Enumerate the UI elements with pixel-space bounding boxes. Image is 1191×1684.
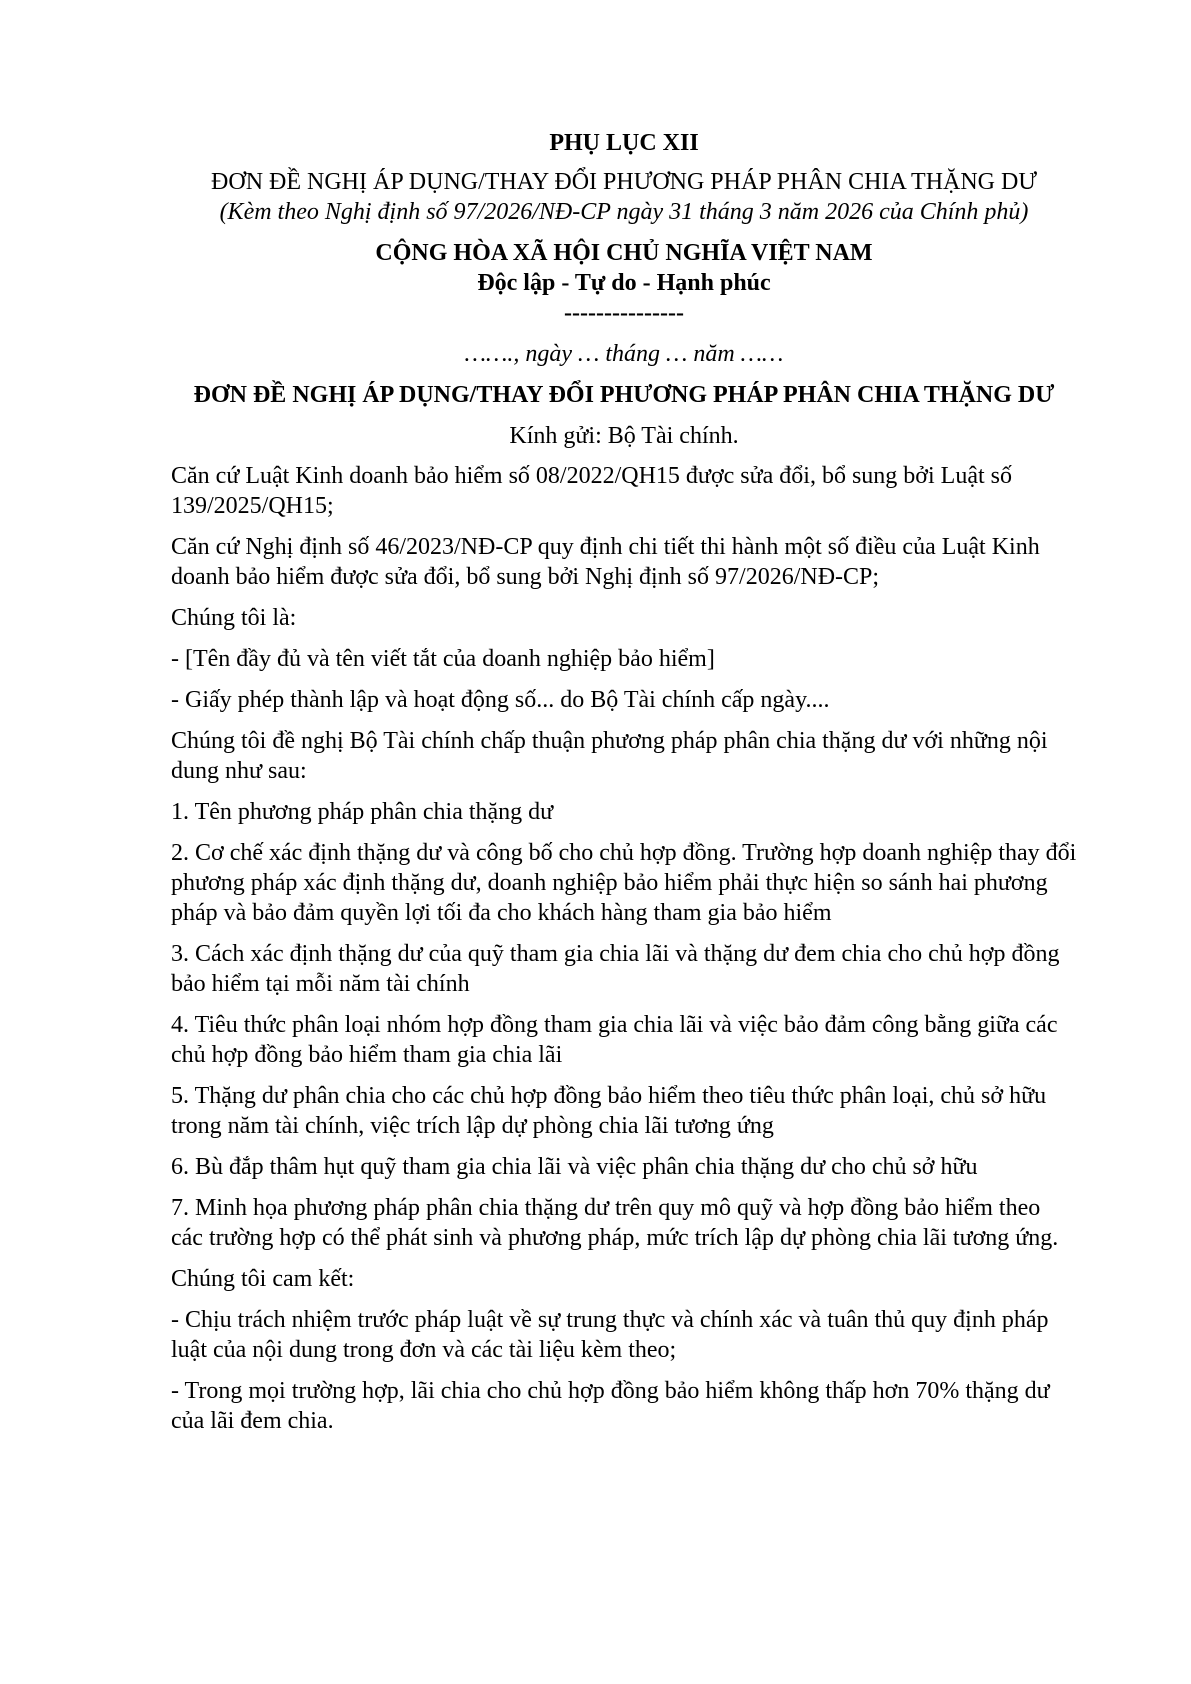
commitment-item: - Trong mọi trường hợp, lãi chia cho chủ hợp đồng bảo hiểm không thấp hơn 70% thặng dư của lãi đem chia. xyxy=(171,1378,1050,1434)
list-item: 2. Cơ chế xác định thặng dư và công bố cho chủ hợp đồng. Trường hợp doanh nghiệp thay đổi phương pháp xác định thặng dư, doanh nghiệp bảo hiểm phải thực hiện so sánh hai phương pháp và bảo đảm quyền lợi tối đa cho khách hàng tham gia bảo hiểm xyxy=(171,840,1077,926)
appendix-title: PHỤ LỤC XII xyxy=(549,130,699,156)
list-item: 7. Minh họa phương pháp phân chia thặng dư trên quy mô quỹ và hợp đồng bảo hiểm theo các trường hợp có thể phát sinh và phương pháp, mức trích lập dự phòng chia lãi tương ứng. xyxy=(171,1195,1059,1251)
body-paragraph: Chúng tôi là: xyxy=(171,605,297,631)
commitment-item: - Chịu trách nhiệm trước pháp luật về sự trung thực và chính xác và tuân thủ quy định pháp luật của nội dung trong đơn và các tài liệu kèm theo; xyxy=(171,1307,1049,1363)
appendix-subtitle: ĐƠN ĐỀ NGHỊ ÁP DỤNG/THAY ĐỔI PHƯƠNG PHÁP PHÂN CHIA THẶNG DƯ xyxy=(211,169,1037,195)
nation-name: CỘNG HÒA XÃ HỘI CHỦ NGHĨA VIỆT NAM xyxy=(375,240,873,266)
list-item: 6. Bù đắp thâm hụt quỹ tham gia chia lãi và việc phân chia thặng dư cho chủ sở hữu xyxy=(171,1154,978,1180)
decree-reference: (Kèm theo Nghị định số 97/2026/NĐ-CP ngày 31 tháng 3 năm 2026 của Chính phủ) xyxy=(219,199,1029,225)
body-paragraph: - [Tên đầy đủ và tên viết tắt của doanh nghiệp bảo hiểm] xyxy=(171,646,715,672)
list-item: 4. Tiêu thức phân loại nhóm hợp đồng tham gia chia lãi và việc bảo đảm công bằng giữa các chủ hợp đồng bảo hiểm tham gia chia lãi xyxy=(171,1012,1058,1068)
dateline: ……., ngày … tháng … năm …… xyxy=(464,341,784,367)
body-paragraph: Căn cứ Nghị định số 46/2023/NĐ-CP quy định chi tiết thi hành một số điều của Luật Kinh doanh bảo hiểm được sửa đổi, bổ sung bởi Nghị định số 97/2026/NĐ-CP; xyxy=(171,534,1040,590)
document-page xyxy=(171,118,1077,1436)
header-divider: --------------- xyxy=(564,300,684,326)
body-paragraph: - Giấy phép thành lập và hoạt động số... do Bộ Tài chính cấp ngày.... xyxy=(171,687,830,713)
form-title: ĐƠN ĐỀ NGHỊ ÁP DỤNG/THAY ĐỔI PHƯƠNG PHÁP PHÂN CHIA THẶNG DƯ xyxy=(193,382,1055,408)
list-item: 5. Thặng dư phân chia cho các chủ hợp đồng bảo hiểm theo tiêu thức phân loại, chủ sở hữu trong năm tài chính, việc trích lập dự phòng chia lãi tương ứng xyxy=(171,1083,1047,1139)
list-item: 3. Cách xác định thặng dư của quỹ tham gia chia lãi và thặng dư đem chia cho chủ hợp đồng bảo hiểm tại mỗi năm tài chính xyxy=(171,941,1060,997)
national-motto: Độc lập - Tự do - Hạnh phúc xyxy=(477,270,771,296)
body-paragraph: Chúng tôi cam kết: xyxy=(171,1266,355,1292)
recipient-line: Kính gửi: Bộ Tài chính. xyxy=(509,423,739,449)
list-item: 1. Tên phương pháp phân chia thặng dư xyxy=(171,799,554,825)
body-paragraph: Căn cứ Luật Kinh doanh bảo hiểm số 08/2022/QH15 được sửa đổi, bổ sung bởi Luật số 139/2025/QH15; xyxy=(171,463,1012,519)
body-paragraph: Chúng tôi đề nghị Bộ Tài chính chấp thuận phương pháp phân chia thặng dư với những nội dung như sau: xyxy=(171,728,1048,784)
